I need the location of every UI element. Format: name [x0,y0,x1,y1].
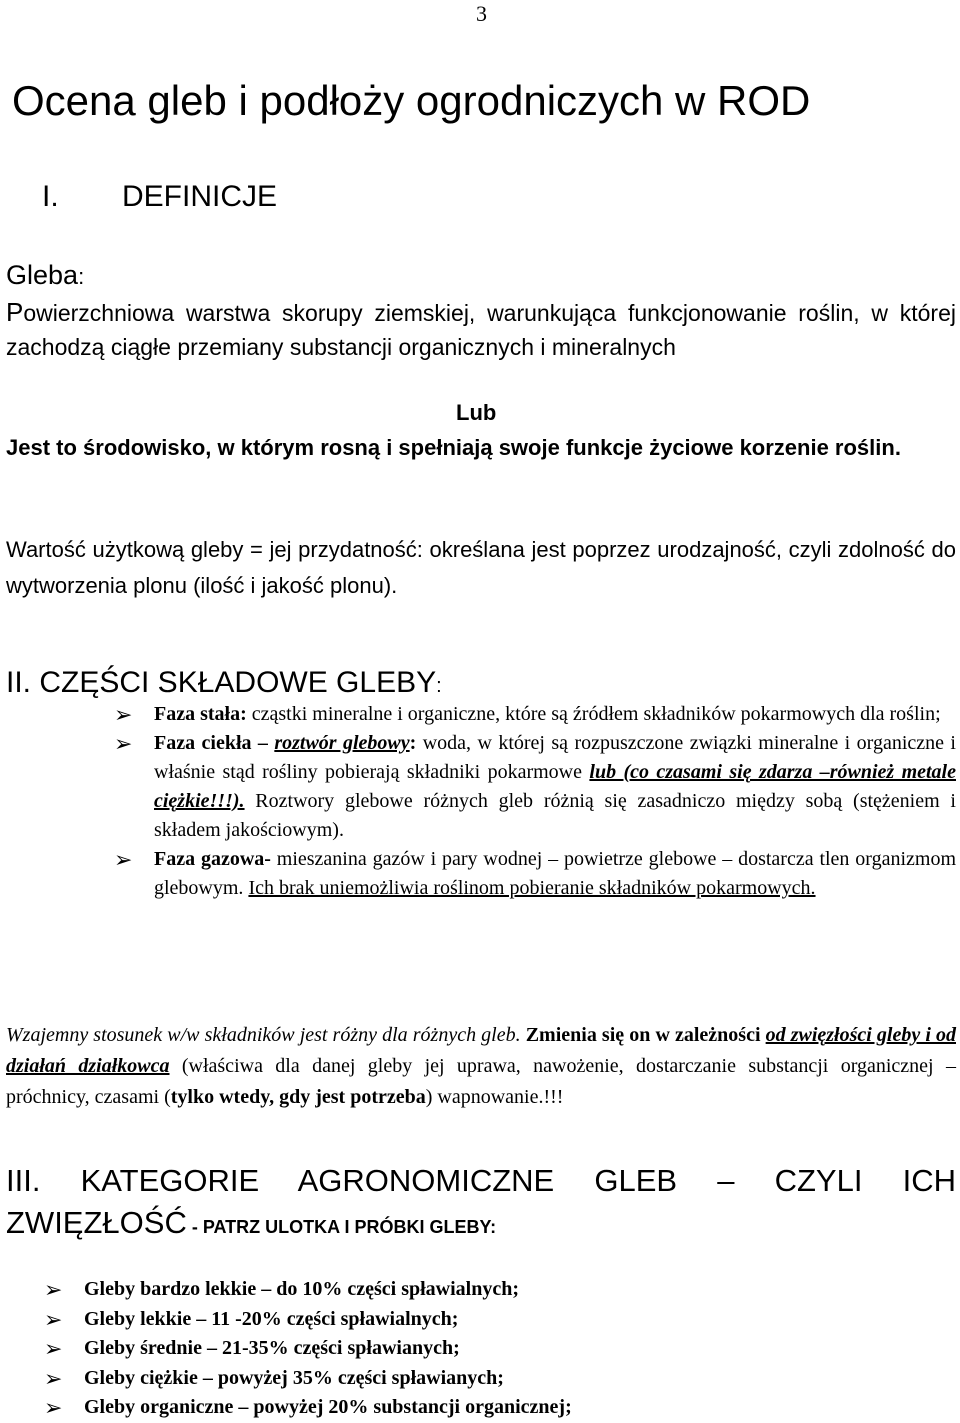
term-gleba-colon: : [78,264,85,289]
usable-value-paragraph: Wartość użytkową gleby = jej przydatność: określana jest poprzez urodzajność, czyli zdolność do wytworzenia plonu (ilość i jakość plonu). [6,537,956,598]
section-1-heading [42,178,277,216]
item-label: Faza gazowa- [154,848,271,870]
arrow-bullet-icon: ➢ [44,1336,63,1361]
paragraph-bold-2: tylko wtedy, gdy jest potrzeba [170,1086,426,1108]
definition-1-text: owierzchniowa warstwa skorupy ziemskiej, warunkująca funkcjonowanie roślin, w której zachodzą ciągłe przemiany substancji organicznych i mineralnych [6,300,956,360]
section-2-colon: : [436,675,442,697]
arrow-bullet-icon: ➢ [44,1395,63,1420]
paragraph-text: (właściwa dla danej gleby jej uprawa, nawożenie, dostarczanie substancji organicznej – próchnicy, czasami ( [6,1055,956,1108]
section-2-heading [6,664,442,705]
arrow-bullet-icon: ➢ [44,1365,63,1391]
list-item [114,729,956,845]
item-label: Faza stała: [154,703,247,725]
list-item [114,845,956,903]
term-gleba [6,258,84,294]
paragraph-text-2: ) wapnowanie.!!! [425,1086,564,1108]
section-1-title: DEFINICJE [122,180,278,213]
section-3-title: III. KATEGORIE AGRONOMICZNE GLEB – CZYLI ICH ZWIĘZŁOŚĆ [6,1163,956,1240]
page-title: Ocena gleb i podłoży ogrodniczych w ROD [12,77,811,124]
relation-paragraph [6,1020,956,1113]
paragraph-bold: Zmienia się on w zależności [520,1024,766,1046]
item-term: roztwór glebowy [274,732,410,754]
arrow-bullet-icon: ➢ [44,1277,63,1302]
paragraph-bold-italic: od zwięzłości gleby i od działań działkowca [6,1024,956,1077]
page-number: 3 [476,1,487,26]
soil-components-list [114,700,956,903]
item-text: Gleby lekkie – 11 -20% części spławialnych; [84,1307,459,1330]
item-text: mieszanina gazów i pary wodnej – powietrze glebowe – dostarcza tlen organizmom glebowym. [154,848,956,899]
item-note: lub (co czasami się zdarza –również metale ciężkie!!!). [154,761,956,812]
list-item [44,1305,956,1335]
arrow-bullet-icon: ➢ [44,1306,63,1332]
arrow-bullet-icon: ➢ [114,702,133,727]
section-2-title: II. CZĘŚCI SKŁADOWE GLEBY [6,666,437,699]
lub-separator: Lub [456,400,497,425]
section-3-heading [6,1160,956,1248]
item-text: Gleby organiczne – powyżej 20% substancji organicznej; [84,1396,572,1418]
definition-2: Jest to środowisko, w którym rosną i spełniają swoje funkcje życiowe korzenie roślin. [6,435,901,460]
section-1-number: I. [42,180,59,213]
item-text-2: Roztwory glebowe różnych gleb różnią się zasadniczo między sobą (stężeniem i składem jakościowym). [154,790,956,841]
arrow-bullet-icon: ➢ [114,847,133,872]
list-item [44,1393,956,1423]
section-3-subtitle: - PATRZ ULOTKA I PRÓBKI GLEBY: [186,1217,497,1237]
item-underlined: Ich brak uniemożliwia roślinom pobieranie składników pokarmowych. [248,877,816,899]
term-gleba-label: Gleba [6,260,79,290]
item-text: Gleby średnie – 21-35% części spławianych; [84,1337,460,1359]
list-item [44,1275,956,1305]
list-item [44,1334,956,1364]
item-text: woda, w której są rozpuszczone związki mineralne i organiczne i właśnie stąd rośliny pobierają składniki pokarmowe [154,732,956,783]
item-text: cząstki mineralne i organiczne, które są źródłem składników pokarmowych dla roślin; [246,703,941,725]
definition-1-initial: P [6,297,24,327]
definition-1 [6,295,956,364]
arrow-bullet-icon: ➢ [114,731,133,756]
soil-categories-list [44,1275,956,1423]
item-text: Gleby ciężkie – powyżej 35% części spławianych; [84,1366,504,1389]
paragraph-italic: Wzajemny stosunek w/w składników jest różny dla różnych gleb. [6,1024,521,1046]
item-text: Gleby bardzo lekkie – do 10% części spławialnych; [84,1278,519,1300]
item-label: Faza ciekła – [154,732,275,754]
list-item [44,1364,956,1394]
list-item [114,700,956,729]
item-colon: : [409,732,417,754]
